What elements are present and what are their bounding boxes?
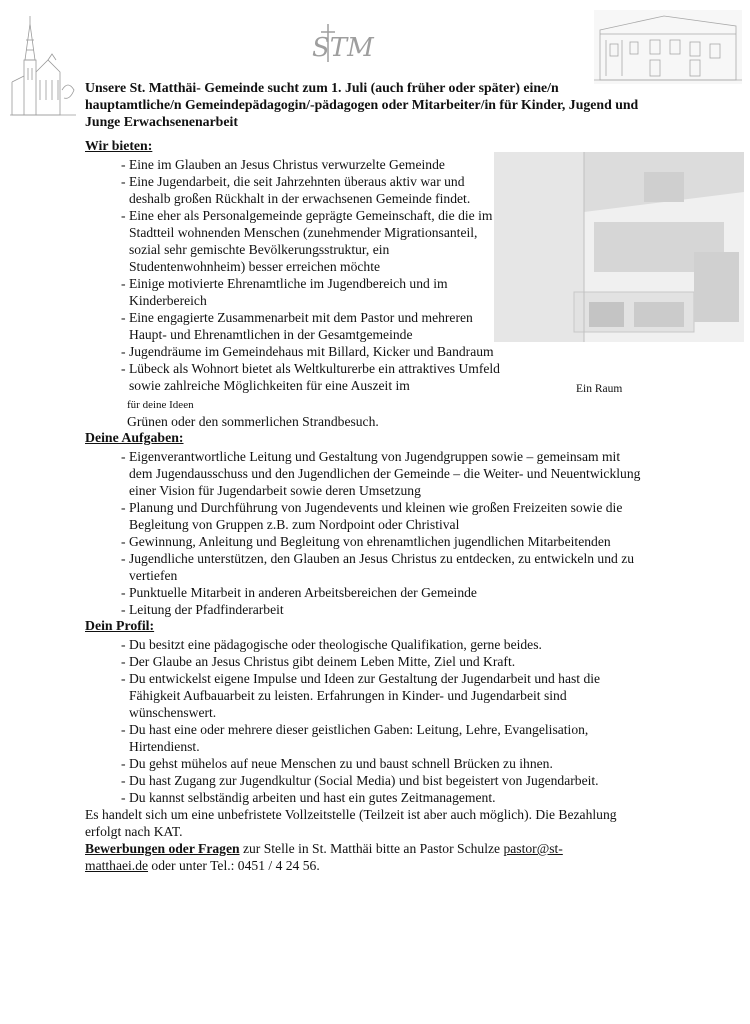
list-item: - Der Glaube an Jesus Christus gibt deinem Leben Mitte, Ziel und Kraft. [121,654,516,669]
parish-house-sketch-image [594,10,742,84]
list-item: - Eigenverantwortliche Leitung und Gestaltung von Jugendgruppen sowie – gemeinsam mit dem Jugendausschuss und den Jugendlichen der Gemeinde – die Weiter- und Neuentwicklung einer Vision für Jugendarbeit sowie deren Umsetzung [121,449,641,498]
list-item: - Punktuelle Mitarbeit in anderen Arbeitsbereichen der Gemeinde [121,585,477,600]
list-item: - Planung und Durchführung von Jugendevents und kleinen wie großen Freizeiten sowie die Begleitung von Gruppen z.B. zum Nordpoint oder Christival [121,500,623,532]
list-item: - Jugendliche unterstützen, den Glauben an Jesus Christus zu entdecken, zu entwickeln und zu vertiefen [121,551,635,583]
list-item: - Gewinnung, Anleitung und Begleitung von ehrenamtlichen jugendlichen Mitarbeitenden [121,534,611,549]
contact-paragraph [85,840,620,874]
apply-text: zur Stelle in St. Matthäi bitte an Pastor Schulze [239,841,504,856]
employment-text: Es handelt sich um eine unbefristete Vollzeitstelle (Teilzeit ist aber auch möglich). Die Bezahlung erfolgt nach KAT. [85,807,617,839]
tasks-heading: Deine Aufgaben: [85,430,184,445]
list-item: - Eine im Glauben an Jesus Christus verwurzelte Gemeinde [121,157,445,172]
list-item: - Du hast eine oder mehrere dieser geistlichen Gaben: Leitung, Lehre, Evangelisation, Hirtendienst. [121,722,589,754]
profile-list [107,636,642,806]
offer-continuation-text: Grünen oder den sommerlichen Strandbesuch. [127,414,379,429]
tasks-list [107,448,642,618]
list-item: - Du gehst mühelos auf neue Menschen zu und baust schnell Brücken zu ihnen. [121,756,553,771]
list-item: - Du hast Zugang zur Jugendkultur (Social Media) und bist begeistert von Jugendarbeit. [121,773,599,788]
profile-heading: Dein Profil: [85,618,155,633]
list-item: - Du entwickelst eigene Impulse und Ideen zur Gestaltung der Jugendarbeit und hast die Fähigkeit Aufbauarbeit zu leisten. Erfahrungen in Kinder- und Jugendarbeit sind wünschenswert. [121,671,601,720]
list-item: - Du kannst selbständig arbeiten und hast ein gutes Zeitmanagement. [121,790,496,805]
offer-list [107,156,507,394]
email-link[interactable]: pastor@st-matthaei.de [85,841,563,873]
phone-text: oder unter Tel.: 0451 / 4 24 56. [148,858,320,873]
apply-label: Bewerbungen oder Fragen [85,841,240,856]
youth-room-photo [494,152,744,342]
photo-caption-continuation: für deine Ideen [127,399,194,411]
list-item: - Leitung der Pfadfinderarbeit [121,602,284,617]
list-item: - Jugendräume im Gemeindehaus mit Billard, Kicker und Bandraum [121,344,494,359]
list-item: - Eine eher als Personalgemeinde geprägte Gemeinschaft, die die im Stadtteil wohnenden Menschen (zunehmender Migrationsanteil, sozial sehr gemischte Bevölkerungsstruktur, ein Studentenwohnheim) besser erreichen möchte [121,208,493,274]
list-item: - Eine engagierte Zusammenarbeit mit dem Pastor und mehreren Haupt- und Ehrenamtlichen in der Gesamtgemeinde [121,310,473,342]
church-sketch-image [8,10,78,118]
list-item: - Eine Jugendarbeit, die seit Jahrzehnten überaus aktiv war und deshalb großen Rückhalt in der erwachsenen Gemeinde findet. [121,174,471,206]
list-item: - Du besitzt eine pädagogische oder theologische Qualifikation, gerne beides. [121,637,542,652]
offer-heading: Wir bieten: [85,138,153,153]
list-item: - Einige motivierte Ehrenamtliche im Jugendbereich und im Kinderbereich [121,276,448,308]
svg-text:STM: STM [312,33,374,63]
photo-caption: Ein Raum [576,383,623,395]
list-item: - Lübeck als Wohnort bietet als Weltkulturerbe ein attraktives Umfeld sowie zahlreiche Möglichkeiten für eine Auszeit im [121,361,500,393]
stm-logo-icon [308,20,374,66]
job-title-heading: Unsere St. Matthäi- Gemeinde sucht zum 1. Juli (auch früher oder später) eine/n hauptamtliche/n Gemeindepädagogin/-pädagogen oder Mitarbeiter/in für Kinder, Jugend und Junge Erwachsenenarbeit [85,80,639,129]
